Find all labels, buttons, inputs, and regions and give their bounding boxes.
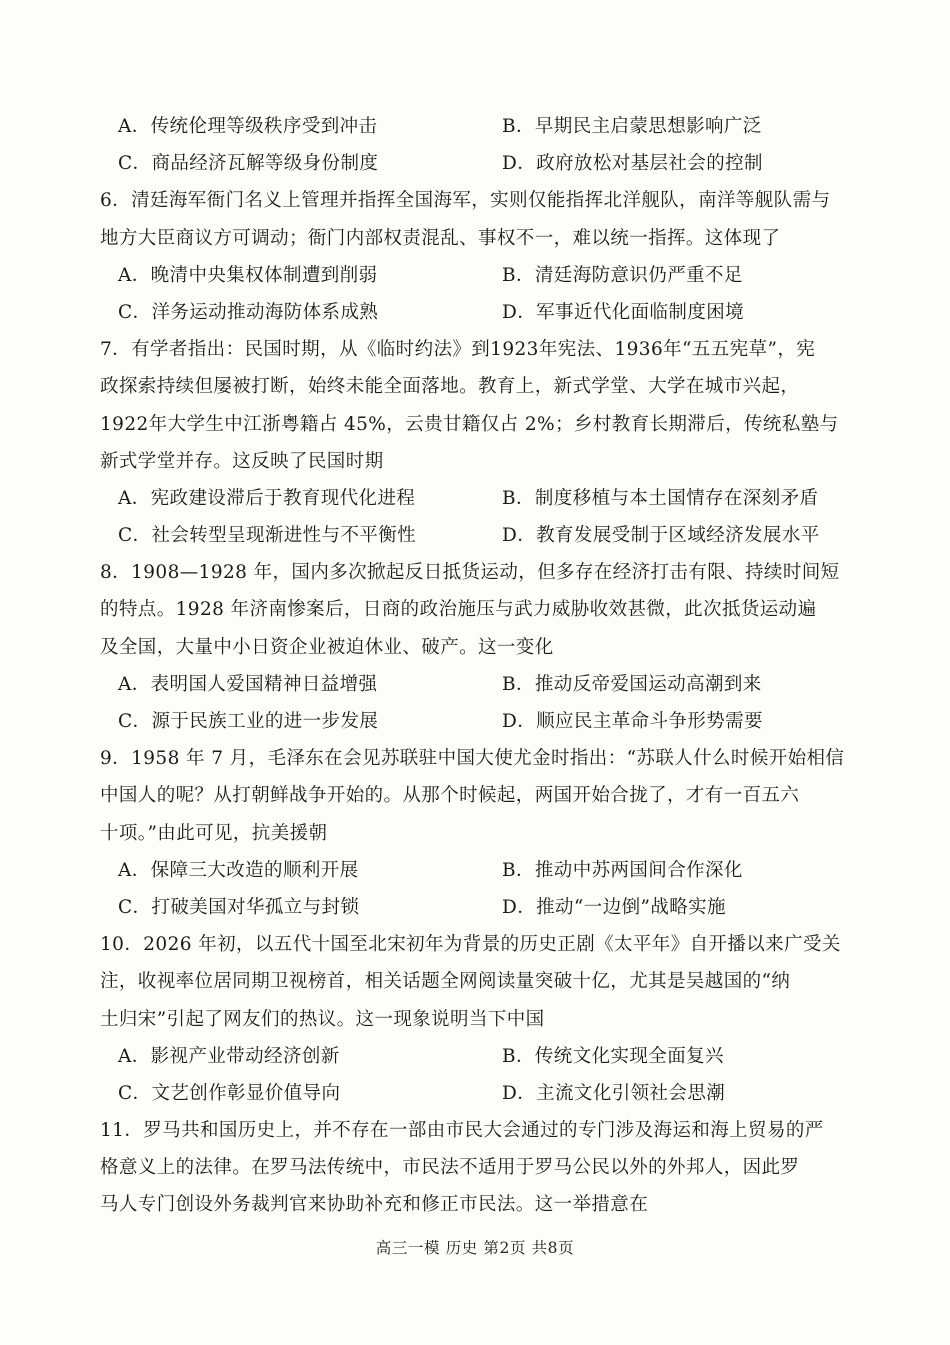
q9-stem-line-2: 中国人的呢？从打朝鲜战争开始的。从那个时候起，两国开始合拢了，才有一百五六: [100, 785, 800, 807]
q6-option-b: B．清廷海防意识仍严重不足: [502, 264, 743, 286]
q6-option-c: C．洋务运动推动海防体系成熟: [118, 301, 379, 323]
q7-stem-line-4: 新式学堂并存。这反映了民国时期: [100, 450, 384, 472]
q5-options-row-1: [100, 108, 852, 145]
q10-stem-line-1: 10．2026 年初，以五代十国至北宋初年为背景的历史正剧《太平年》自开播以来广受关: [100, 934, 841, 956]
q8-stem-line-1: 8．1908—1928 年，国内多次掀起反日抵货运动，但多存在经济打击有限、持续时间短: [100, 562, 840, 584]
q8-stem-line-2: 的特点。1928 年济南惨案后，日商的政治施压与武力威胁收效甚微，此次抵货运动遍: [100, 599, 817, 621]
q7-options-row-1: [100, 480, 852, 517]
q6-stem-line-2: 地方大臣商议方可调动；衙门内部权责混乱、事权不一，难以统一指挥。这体现了: [100, 227, 781, 249]
q7-option-c: C．社会转型呈现渐进性与不平衡性: [118, 525, 417, 547]
q10-option-a: A．影视产业带动经济创新: [118, 1045, 340, 1067]
q9-stem-line-3: 十项。”由此可见，抗美援朝: [100, 822, 328, 844]
q10-options-row-1: [100, 1038, 852, 1075]
q7-option-a: A．宪政建设滞后于教育现代化进程: [118, 487, 416, 509]
q8-option-b: B．推动反帝爱国运动高潮到来: [502, 673, 762, 695]
q5-option-d: D．政府放松对基层社会的控制: [502, 153, 763, 175]
q10-option-d: D．主流文化引领社会思潮: [502, 1082, 726, 1104]
q8-stem-line-3: 及全国，大量中小日资企业被迫休业、破产。这一变化: [100, 636, 554, 658]
q11-stem-line-3: 马人专门创设外务裁判官来协助补充和修正市民法。这一举措意在: [100, 1194, 649, 1216]
q10-options-row-2: [100, 1075, 852, 1112]
q6-options-row-1: [100, 257, 852, 294]
q7-stem-line-1: 7．有学者指出：民国时期，从《临时约法》到1923年宪法、1936年“五五宪草”，宪: [100, 339, 816, 361]
q9-option-a: A．保障三大改造的顺利开展: [118, 859, 359, 881]
q8-options-row-2: [100, 703, 852, 740]
q8-option-d: D．顺应民主革命斗争形势需要: [502, 711, 763, 732]
q9-option-b: B．推动中苏两国间合作深化: [502, 859, 743, 881]
q9-options-row-1: [100, 852, 852, 889]
q9-option-c: C．打破美国对华孤立与封锁: [118, 896, 360, 918]
q8-options-row-1: [100, 666, 852, 703]
q11-stem-line-1: 11．罗马共和国历史上，并不存在一部由市民大会通过的专门涉及海运和海上贸易的严: [100, 1120, 824, 1142]
q6-stem-line-1: 6．清廷海军衙门名义上管理并指挥全国海军，实则仅能指挥北洋舰队，南洋等舰队需与: [100, 190, 831, 212]
q9-options-row-2: [100, 889, 852, 926]
q8-option-a: A．表明国人爱国精神日益增强: [118, 673, 378, 695]
q5-option-a: A．传统伦理等级秩序受到冲击: [118, 116, 378, 137]
q5-option-c: C．商品经济瓦解等级身份制度: [118, 153, 379, 175]
question-content: [100, 108, 852, 1224]
q6-options-row-2: [100, 294, 852, 331]
q10-stem-line-2: 注，收视率位居同期卫视榜首，相关话题全网阅读量突破十亿，尤其是吴越国的“纳: [100, 971, 791, 993]
q10-option-c: C．文艺创作彰显价值导向: [118, 1082, 341, 1104]
q10-option-b: B．传统文化实现全面复兴: [502, 1045, 724, 1067]
q7-options-row-2: [100, 517, 852, 554]
q6-option-a: A．晚清中央集权体制遭到削弱: [118, 264, 378, 286]
q9-option-d: D．推动“一边倒”战略实施: [502, 896, 726, 918]
q7-stem-line-3: 1922年大学生中江浙粤籍占 45%，云贵甘籍仅占 2%；乡村教育长期滞后，传统私塾与: [100, 413, 839, 435]
page-footer: 高三一模 历史 第2页 共8页: [375, 1239, 575, 1257]
q10-stem-line-3: 土归宋”引起了网友们的热议。这一现象说明当下中国: [100, 1008, 545, 1030]
q11-stem-line-2: 格意义上的法律。在罗马法传统中，市民法不适用于罗马公民以外的外邦人，因此罗: [100, 1157, 800, 1179]
q7-stem-line-2: 政探索持续但屡被打断，始终未能全面落地。教育上，新式学堂、大学在城市兴起，: [100, 376, 800, 398]
q6-option-d: D．军事近代化面临制度困境: [502, 301, 745, 323]
q8-option-c: C．源于民族工业的进一步发展: [118, 711, 379, 732]
q5-options-row-2: [100, 145, 852, 182]
q9-stem-line-1: 9．1958 年 7 月，毛泽东在会见苏联驻中国大使尤金时指出：“苏联人什么时候开始相信: [100, 748, 845, 770]
q5-option-b: B．早期民主启蒙思想影响广泛: [502, 116, 762, 137]
q7-option-d: D．教育发展受制于区域经济发展水平: [502, 525, 820, 547]
q7-option-b: B．制度移植与本土国情存在深刻矛盾: [502, 487, 819, 509]
